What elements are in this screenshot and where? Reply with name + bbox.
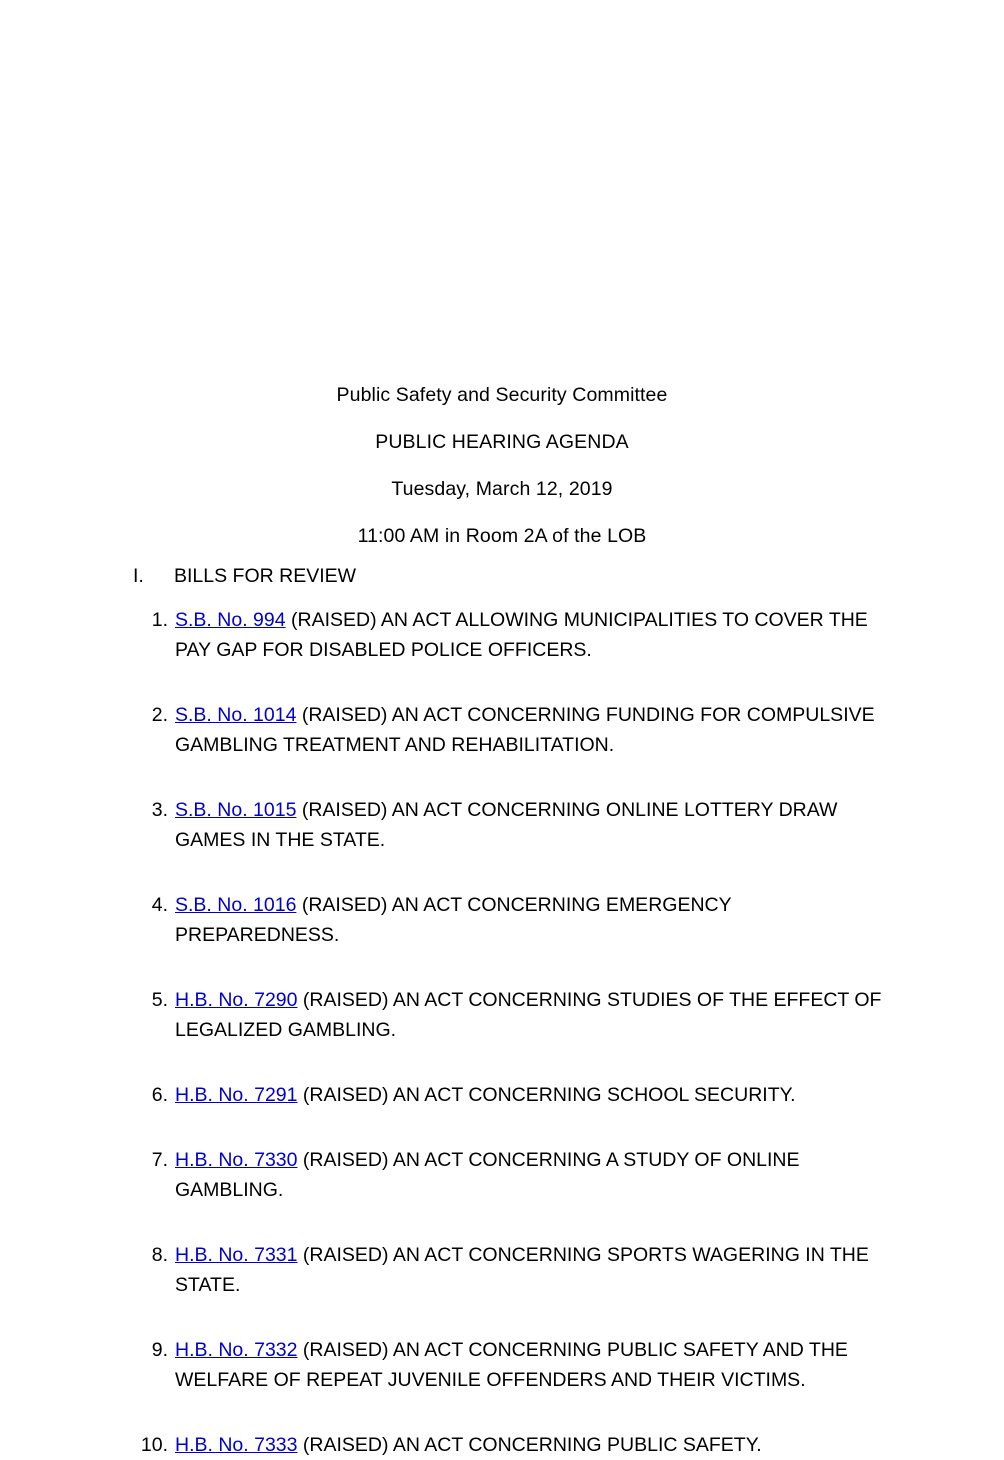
bill-number-link[interactable]: H.B. No. 7330 <box>175 1149 298 1171</box>
bill-number-link[interactable]: H.B. No. 7290 <box>175 989 298 1011</box>
bill-list-item <box>128 605 888 665</box>
bill-item-number: 6. <box>151 1084 168 1106</box>
bill-list-item <box>128 795 888 855</box>
bill-number-link[interactable]: H.B. No. 7331 <box>175 1244 298 1266</box>
section-heading-bills-for-review <box>133 563 356 589</box>
bill-item-number: 1. <box>151 609 168 631</box>
bill-list-item <box>128 985 888 1045</box>
bill-number-link[interactable]: H.B. No. 7333 <box>175 1434 298 1456</box>
header-line-time-location: 11:00 AM in Room 2A of the LOB <box>357 525 647 547</box>
bill-number-link[interactable]: S.B. No. 1016 <box>175 894 297 916</box>
bill-number-link[interactable]: H.B. No. 7291 <box>175 1084 298 1106</box>
bill-description: (RAISED) AN ACT ALLOWING MUNICIPALITIES TO COVER THE PAY GAP FOR DISABLED POLICE OFFICERS. <box>175 609 868 661</box>
bill-description: (RAISED) AN ACT CONCERNING A STUDY OF ONLINE GAMBLING. <box>175 1149 800 1201</box>
bill-list-item <box>128 1430 888 1460</box>
bill-item-number: 5. <box>151 989 168 1011</box>
bill-list-item <box>128 700 888 760</box>
bill-number-link[interactable]: H.B. No. 7332 <box>175 1339 298 1361</box>
header-line-date: Tuesday, March 12, 2019 <box>391 478 613 500</box>
bill-number-link[interactable]: S.B. No. 1014 <box>175 704 297 726</box>
bill-list-item <box>128 1145 888 1205</box>
bill-description: (RAISED) AN ACT CONCERNING PUBLIC SAFETY AND THE WELFARE OF REPEAT JUVENILE OFFENDERS AND THEIR VICTIMS. <box>175 1339 848 1391</box>
bill-description: (RAISED) AN ACT CONCERNING SCHOOL SECURITY. <box>297 1084 796 1106</box>
bill-item-number: 4. <box>151 894 168 916</box>
bill-number-link[interactable]: S.B. No. 994 <box>175 609 286 631</box>
bill-item-number: 8. <box>151 1244 168 1266</box>
bill-description: (RAISED) AN ACT CONCERNING PUBLIC SAFETY. <box>297 1434 762 1456</box>
section-numeral: I. <box>133 565 144 587</box>
bill-description: (RAISED) AN ACT CONCERNING SPORTS WAGERING IN THE STATE. <box>175 1244 869 1296</box>
bill-item-number: 7. <box>151 1149 168 1171</box>
bill-item-number: 9. <box>151 1339 168 1361</box>
bill-list-item <box>128 1335 888 1395</box>
bill-item-number: 2. <box>151 704 168 726</box>
bill-list-item <box>128 1080 888 1110</box>
header-line-agenda-title: PUBLIC HEARING AGENDA <box>375 431 629 453</box>
bill-item-number: 3. <box>151 799 168 821</box>
section-label: BILLS FOR REVIEW <box>174 565 357 587</box>
document-header <box>0 372 1004 560</box>
bill-number-link[interactable]: S.B. No. 1015 <box>175 799 297 821</box>
bill-description: (RAISED) AN ACT CONCERNING ONLINE LOTTERY DRAW GAMES IN THE STATE. <box>175 799 838 851</box>
bill-list-item <box>128 1240 888 1300</box>
bill-list <box>128 605 888 1460</box>
bill-description: (RAISED) AN ACT CONCERNING FUNDING FOR COMPULSIVE GAMBLING TREATMENT AND REHABILITATION. <box>175 704 875 756</box>
bill-item-number: 10. <box>140 1434 168 1456</box>
bill-list-item <box>128 890 888 950</box>
header-line-committee: Public Safety and Security Committee <box>336 384 668 406</box>
bill-description: (RAISED) AN ACT CONCERNING STUDIES OF THE EFFECT OF LEGALIZED GAMBLING. <box>175 989 882 1041</box>
bill-description: (RAISED) AN ACT CONCERNING EMERGENCY PREPAREDNESS. <box>175 894 732 946</box>
